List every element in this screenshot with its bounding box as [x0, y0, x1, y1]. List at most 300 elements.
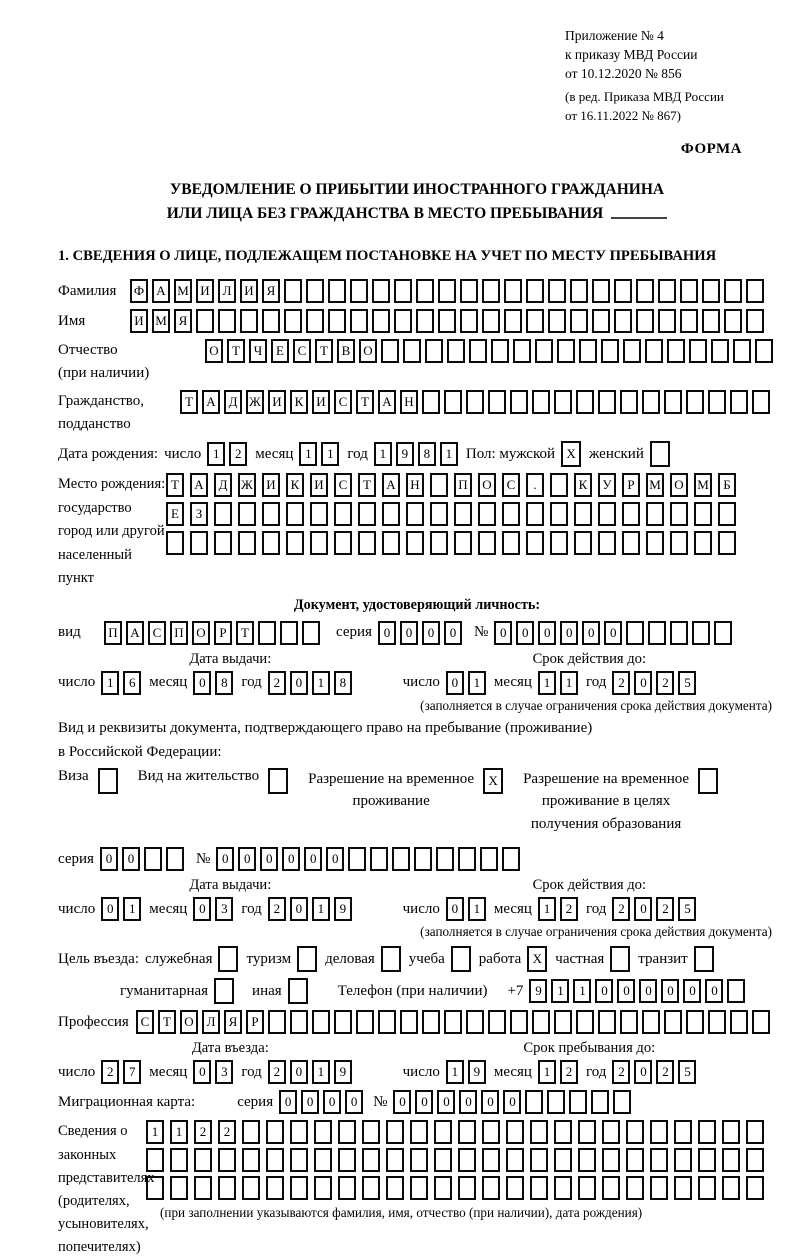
char-cell[interactable]: И: [196, 279, 214, 303]
char-cell[interactable]: [530, 1148, 548, 1172]
char-cell[interactable]: [334, 531, 352, 555]
char-cell[interactable]: М: [152, 309, 170, 333]
char-cell[interactable]: [290, 1120, 308, 1144]
char-cell[interactable]: 1: [538, 1060, 556, 1084]
char-cell[interactable]: М: [646, 473, 664, 497]
char-cell[interactable]: [680, 279, 698, 303]
char-cell[interactable]: [372, 309, 390, 333]
char-cell[interactable]: 0: [595, 979, 613, 1003]
char-cell[interactable]: [478, 531, 496, 555]
purpose-work-checkbox[interactable]: [527, 946, 551, 972]
char-cell[interactable]: [636, 279, 654, 303]
char-cell[interactable]: [284, 279, 302, 303]
char-cell[interactable]: 2: [268, 897, 286, 921]
char-cell[interactable]: О: [192, 621, 210, 645]
char-cell[interactable]: Ж: [238, 473, 256, 497]
stay-issue-day-cells[interactable]: [101, 897, 145, 921]
gender-male-checkbox[interactable]: [561, 441, 585, 467]
char-cell[interactable]: [569, 1090, 587, 1114]
char-cell[interactable]: [302, 621, 320, 645]
char-cell[interactable]: Е: [271, 339, 289, 363]
char-cell[interactable]: 0: [683, 979, 701, 1003]
char-cell[interactable]: 0: [323, 1090, 341, 1114]
char-cell[interactable]: Е: [166, 502, 184, 526]
char-cell[interactable]: [482, 1148, 500, 1172]
char-cell[interactable]: И: [240, 279, 258, 303]
char-cell[interactable]: [491, 339, 509, 363]
char-cell[interactable]: [482, 309, 500, 333]
char-cell[interactable]: [548, 279, 566, 303]
char-cell[interactable]: 3: [215, 1060, 233, 1084]
char-cell[interactable]: 2: [268, 671, 286, 695]
char-cell[interactable]: 1: [312, 1060, 330, 1084]
char-cell[interactable]: [438, 279, 456, 303]
char-cell[interactable]: [718, 531, 736, 555]
char-cell[interactable]: [626, 1148, 644, 1172]
char-cell[interactable]: [306, 279, 324, 303]
char-cell[interactable]: [642, 1010, 660, 1034]
representatives-cells-row3[interactable]: [146, 1176, 776, 1200]
char-cell[interactable]: [752, 390, 770, 414]
char-cell[interactable]: [602, 1120, 620, 1144]
char-cell[interactable]: 2: [656, 1060, 674, 1084]
char-cell[interactable]: [554, 1010, 572, 1034]
char-cell[interactable]: Д: [224, 390, 242, 414]
char-cell[interactable]: А: [190, 473, 208, 497]
char-cell[interactable]: [702, 279, 720, 303]
char-cell[interactable]: [602, 1148, 620, 1172]
char-cell[interactable]: [416, 279, 434, 303]
char-cell[interactable]: [645, 339, 663, 363]
char-cell[interactable]: [698, 1148, 716, 1172]
char-cell[interactable]: X: [561, 441, 581, 467]
char-cell[interactable]: [626, 1176, 644, 1200]
char-cell[interactable]: [454, 502, 472, 526]
char-cell[interactable]: Т: [166, 473, 184, 497]
stay-expiry-year-cells[interactable]: [612, 897, 700, 921]
char-cell[interactable]: И: [262, 473, 280, 497]
char-cell[interactable]: [670, 531, 688, 555]
char-cell[interactable]: [610, 946, 630, 972]
char-cell[interactable]: 9: [529, 979, 547, 1003]
char-cell[interactable]: В: [337, 339, 355, 363]
char-cell[interactable]: 3: [215, 897, 233, 921]
char-cell[interactable]: X: [483, 768, 503, 794]
char-cell[interactable]: [547, 1090, 565, 1114]
char-cell[interactable]: 0: [705, 979, 723, 1003]
char-cell[interactable]: [724, 309, 742, 333]
char-cell[interactable]: [382, 531, 400, 555]
char-cell[interactable]: [670, 502, 688, 526]
char-cell[interactable]: [170, 1148, 188, 1172]
char-cell[interactable]: [746, 1148, 764, 1172]
char-cell[interactable]: О: [205, 339, 223, 363]
char-cell[interactable]: 0: [301, 1090, 319, 1114]
char-cell[interactable]: С: [136, 1010, 154, 1034]
option-temp-residence-education-checkbox[interactable]: [698, 768, 722, 794]
char-cell[interactable]: 0: [260, 847, 278, 871]
char-cell[interactable]: [506, 1148, 524, 1172]
char-cell[interactable]: [338, 1148, 356, 1172]
char-cell[interactable]: 1: [538, 671, 556, 695]
char-cell[interactable]: [146, 1148, 164, 1172]
char-cell[interactable]: 0: [661, 979, 679, 1003]
char-cell[interactable]: [579, 339, 597, 363]
stay-issue-year-cells[interactable]: [268, 897, 356, 921]
char-cell[interactable]: [430, 502, 448, 526]
char-cell[interactable]: Т: [158, 1010, 176, 1034]
char-cell[interactable]: [598, 502, 616, 526]
char-cell[interactable]: [722, 1176, 740, 1200]
char-cell[interactable]: [146, 1176, 164, 1200]
char-cell[interactable]: Р: [622, 473, 640, 497]
purpose-other-checkbox[interactable]: [288, 978, 312, 1004]
char-cell[interactable]: [686, 390, 704, 414]
char-cell[interactable]: [286, 502, 304, 526]
char-cell[interactable]: [444, 1010, 462, 1034]
char-cell[interactable]: [196, 309, 214, 333]
char-cell[interactable]: [386, 1148, 404, 1172]
char-cell[interactable]: 0: [481, 1090, 499, 1114]
char-cell[interactable]: [458, 1148, 476, 1172]
char-cell[interactable]: 1: [321, 442, 339, 466]
char-cell[interactable]: [362, 1176, 380, 1200]
char-cell[interactable]: [238, 502, 256, 526]
char-cell[interactable]: [698, 768, 718, 794]
char-cell[interactable]: 9: [468, 1060, 486, 1084]
char-cell[interactable]: [328, 309, 346, 333]
char-cell[interactable]: [194, 1148, 212, 1172]
char-cell[interactable]: Т: [356, 390, 374, 414]
char-cell[interactable]: [598, 1010, 616, 1034]
char-cell[interactable]: [478, 502, 496, 526]
stay-until-month-cells[interactable]: [538, 1060, 582, 1084]
char-cell[interactable]: О: [478, 473, 496, 497]
char-cell[interactable]: [532, 390, 550, 414]
identity-doc-type-cells[interactable]: [104, 621, 324, 645]
char-cell[interactable]: [381, 946, 401, 972]
char-cell[interactable]: М: [694, 473, 712, 497]
char-cell[interactable]: Я: [224, 1010, 242, 1034]
char-cell[interactable]: [425, 339, 443, 363]
char-cell[interactable]: [658, 279, 676, 303]
char-cell[interactable]: [98, 768, 118, 794]
char-cell[interactable]: [268, 768, 288, 794]
char-cell[interactable]: 0: [422, 621, 440, 645]
char-cell[interactable]: 0: [444, 621, 462, 645]
char-cell[interactable]: О: [359, 339, 377, 363]
char-cell[interactable]: 2: [101, 1060, 119, 1084]
char-cell[interactable]: [702, 309, 720, 333]
char-cell[interactable]: [650, 1148, 668, 1172]
char-cell[interactable]: [350, 309, 368, 333]
char-cell[interactable]: И: [130, 309, 148, 333]
char-cell[interactable]: Т: [227, 339, 245, 363]
char-cell[interactable]: 0: [378, 621, 396, 645]
stay-doc-series-cells[interactable]: [100, 847, 188, 871]
char-cell[interactable]: Р: [214, 621, 232, 645]
char-cell[interactable]: [394, 279, 412, 303]
birthplace-cells-row2[interactable]: [166, 502, 742, 526]
char-cell[interactable]: 1: [123, 897, 141, 921]
char-cell[interactable]: [240, 309, 258, 333]
char-cell[interactable]: С: [334, 390, 352, 414]
char-cell[interactable]: [506, 1120, 524, 1144]
char-cell[interactable]: 1: [560, 671, 578, 695]
char-cell[interactable]: Я: [262, 279, 280, 303]
char-cell[interactable]: [614, 309, 632, 333]
char-cell[interactable]: [166, 847, 184, 871]
option-temp-residence-checkbox[interactable]: [483, 768, 507, 794]
char-cell[interactable]: 2: [218, 1120, 236, 1144]
char-cell[interactable]: [362, 1148, 380, 1172]
char-cell[interactable]: 0: [393, 1090, 411, 1114]
char-cell[interactable]: [698, 1120, 716, 1144]
char-cell[interactable]: [348, 847, 366, 871]
char-cell[interactable]: [469, 339, 487, 363]
char-cell[interactable]: [513, 339, 531, 363]
identity-expiry-day-cells[interactable]: [446, 671, 490, 695]
char-cell[interactable]: [642, 390, 660, 414]
char-cell[interactable]: 2: [560, 897, 578, 921]
birth-month-cells[interactable]: [299, 442, 343, 466]
char-cell[interactable]: [650, 441, 670, 467]
char-cell[interactable]: [576, 390, 594, 414]
char-cell[interactable]: [268, 1010, 286, 1034]
char-cell[interactable]: [480, 847, 498, 871]
char-cell[interactable]: [620, 1010, 638, 1034]
identity-doc-series-cells[interactable]: [378, 621, 466, 645]
identity-expiry-month-cells[interactable]: [538, 671, 582, 695]
char-cell[interactable]: [574, 531, 592, 555]
char-cell[interactable]: Ф: [130, 279, 148, 303]
char-cell[interactable]: Д: [214, 473, 232, 497]
char-cell[interactable]: [502, 847, 520, 871]
identity-issue-year-cells[interactable]: [268, 671, 356, 695]
char-cell[interactable]: И: [268, 390, 286, 414]
char-cell[interactable]: [727, 979, 745, 1003]
char-cell[interactable]: 8: [334, 671, 352, 695]
char-cell[interactable]: 1: [299, 442, 317, 466]
char-cell[interactable]: 0: [617, 979, 635, 1003]
char-cell[interactable]: 2: [612, 671, 630, 695]
char-cell[interactable]: [752, 1010, 770, 1034]
char-cell[interactable]: Т: [236, 621, 254, 645]
char-cell[interactable]: [430, 531, 448, 555]
char-cell[interactable]: [692, 621, 710, 645]
char-cell[interactable]: [623, 339, 641, 363]
char-cell[interactable]: [314, 1120, 332, 1144]
char-cell[interactable]: [284, 309, 302, 333]
char-cell[interactable]: [746, 279, 764, 303]
birth-year-cells[interactable]: [374, 442, 462, 466]
char-cell[interactable]: 2: [268, 1060, 286, 1084]
char-cell[interactable]: 0: [634, 671, 652, 695]
char-cell[interactable]: [530, 1120, 548, 1144]
char-cell[interactable]: 0: [516, 621, 534, 645]
char-cell[interactable]: [466, 1010, 484, 1034]
char-cell[interactable]: [458, 847, 476, 871]
representatives-cells-row1[interactable]: [146, 1120, 776, 1144]
stay-expiry-day-cells[interactable]: [446, 897, 490, 921]
migration-card-series-cells[interactable]: [279, 1090, 367, 1114]
char-cell[interactable]: С: [502, 473, 520, 497]
char-cell[interactable]: [460, 279, 478, 303]
char-cell[interactable]: [722, 1120, 740, 1144]
char-cell[interactable]: [510, 1010, 528, 1034]
char-cell[interactable]: [314, 1176, 332, 1200]
char-cell[interactable]: К: [290, 390, 308, 414]
char-cell[interactable]: [434, 1148, 452, 1172]
char-cell[interactable]: [312, 1010, 330, 1034]
char-cell[interactable]: Ж: [246, 390, 264, 414]
char-cell[interactable]: [310, 531, 328, 555]
char-cell[interactable]: [504, 309, 522, 333]
char-cell[interactable]: [410, 1148, 428, 1172]
char-cell[interactable]: 0: [415, 1090, 433, 1114]
char-cell[interactable]: С: [148, 621, 166, 645]
char-cell[interactable]: [414, 847, 432, 871]
char-cell[interactable]: [214, 531, 232, 555]
patronymic-cells[interactable]: [205, 339, 777, 363]
char-cell[interactable]: [458, 1120, 476, 1144]
purpose-business-checkbox[interactable]: [381, 946, 405, 972]
char-cell[interactable]: Л: [218, 279, 236, 303]
char-cell[interactable]: [314, 1148, 332, 1172]
char-cell[interactable]: [218, 1176, 236, 1200]
char-cell[interactable]: 0: [193, 671, 211, 695]
char-cell[interactable]: 0: [101, 897, 119, 921]
char-cell[interactable]: 0: [290, 671, 308, 695]
birth-day-cells[interactable]: [207, 442, 251, 466]
char-cell[interactable]: М: [174, 279, 192, 303]
char-cell[interactable]: И: [310, 473, 328, 497]
char-cell[interactable]: 0: [639, 979, 657, 1003]
entry-day-cells[interactable]: [101, 1060, 145, 1084]
char-cell[interactable]: [648, 621, 666, 645]
char-cell[interactable]: [550, 531, 568, 555]
char-cell[interactable]: [372, 279, 390, 303]
char-cell[interactable]: [218, 946, 238, 972]
char-cell[interactable]: [451, 946, 471, 972]
char-cell[interactable]: И: [312, 390, 330, 414]
char-cell[interactable]: [400, 1010, 418, 1034]
char-cell[interactable]: [626, 1120, 644, 1144]
char-cell[interactable]: 2: [560, 1060, 578, 1084]
char-cell[interactable]: [310, 502, 328, 526]
surname-cells[interactable]: [130, 279, 768, 303]
char-cell[interactable]: 2: [656, 897, 674, 921]
purpose-tourism-checkbox[interactable]: [297, 946, 321, 972]
char-cell[interactable]: [454, 531, 472, 555]
char-cell[interactable]: 1: [170, 1120, 188, 1144]
char-cell[interactable]: 0: [634, 897, 652, 921]
char-cell[interactable]: [242, 1176, 260, 1200]
stay-until-day-cells[interactable]: [446, 1060, 490, 1084]
char-cell[interactable]: 0: [446, 897, 464, 921]
char-cell[interactable]: .: [526, 473, 544, 497]
char-cell[interactable]: 6: [123, 671, 141, 695]
char-cell[interactable]: [378, 1010, 396, 1034]
char-cell[interactable]: [370, 847, 388, 871]
char-cell[interactable]: [286, 531, 304, 555]
char-cell[interactable]: 0: [582, 621, 600, 645]
char-cell[interactable]: [422, 1010, 440, 1034]
char-cell[interactable]: [406, 531, 424, 555]
char-cell[interactable]: 0: [290, 897, 308, 921]
char-cell[interactable]: [190, 531, 208, 555]
char-cell[interactable]: 1: [551, 979, 569, 1003]
char-cell[interactable]: 0: [326, 847, 344, 871]
char-cell[interactable]: [444, 390, 462, 414]
identity-expiry-year-cells[interactable]: [612, 671, 700, 695]
char-cell[interactable]: Т: [358, 473, 376, 497]
char-cell[interactable]: [460, 309, 478, 333]
char-cell[interactable]: А: [378, 390, 396, 414]
char-cell[interactable]: П: [104, 621, 122, 645]
char-cell[interactable]: [403, 339, 421, 363]
char-cell[interactable]: К: [286, 473, 304, 497]
char-cell[interactable]: [535, 339, 553, 363]
char-cell[interactable]: [548, 309, 566, 333]
char-cell[interactable]: [554, 1176, 572, 1200]
char-cell[interactable]: [166, 531, 184, 555]
char-cell[interactable]: [290, 1176, 308, 1200]
char-cell[interactable]: [667, 339, 685, 363]
firstname-cells[interactable]: [130, 309, 768, 333]
char-cell[interactable]: [382, 502, 400, 526]
char-cell[interactable]: [574, 502, 592, 526]
char-cell[interactable]: [746, 309, 764, 333]
char-cell[interactable]: 0: [503, 1090, 521, 1114]
char-cell[interactable]: [530, 1176, 548, 1200]
char-cell[interactable]: 5: [678, 1060, 696, 1084]
char-cell[interactable]: [698, 1176, 716, 1200]
char-cell[interactable]: [266, 1120, 284, 1144]
char-cell[interactable]: 9: [334, 1060, 352, 1084]
char-cell[interactable]: [280, 621, 298, 645]
char-cell[interactable]: 0: [400, 621, 418, 645]
char-cell[interactable]: Р: [246, 1010, 264, 1034]
stay-expiry-month-cells[interactable]: [538, 897, 582, 921]
char-cell[interactable]: 1: [468, 671, 486, 695]
char-cell[interactable]: [570, 309, 588, 333]
char-cell[interactable]: А: [126, 621, 144, 645]
char-cell[interactable]: [689, 339, 707, 363]
char-cell[interactable]: [144, 847, 162, 871]
char-cell[interactable]: [338, 1176, 356, 1200]
char-cell[interactable]: 0: [560, 621, 578, 645]
char-cell[interactable]: У: [598, 473, 616, 497]
option-visa-checkbox[interactable]: [98, 768, 122, 794]
char-cell[interactable]: 1: [146, 1120, 164, 1144]
char-cell[interactable]: А: [382, 473, 400, 497]
char-cell[interactable]: Б: [718, 473, 736, 497]
char-cell[interactable]: [664, 390, 682, 414]
char-cell[interactable]: [622, 502, 640, 526]
char-cell[interactable]: [578, 1148, 596, 1172]
char-cell[interactable]: [730, 390, 748, 414]
char-cell[interactable]: [532, 1010, 550, 1034]
char-cell[interactable]: 5: [678, 671, 696, 695]
char-cell[interactable]: [746, 1120, 764, 1144]
char-cell[interactable]: [711, 339, 729, 363]
char-cell[interactable]: [458, 1176, 476, 1200]
char-cell[interactable]: [334, 502, 352, 526]
char-cell[interactable]: 1: [101, 671, 119, 695]
char-cell[interactable]: [266, 1176, 284, 1200]
char-cell[interactable]: Л: [202, 1010, 220, 1034]
